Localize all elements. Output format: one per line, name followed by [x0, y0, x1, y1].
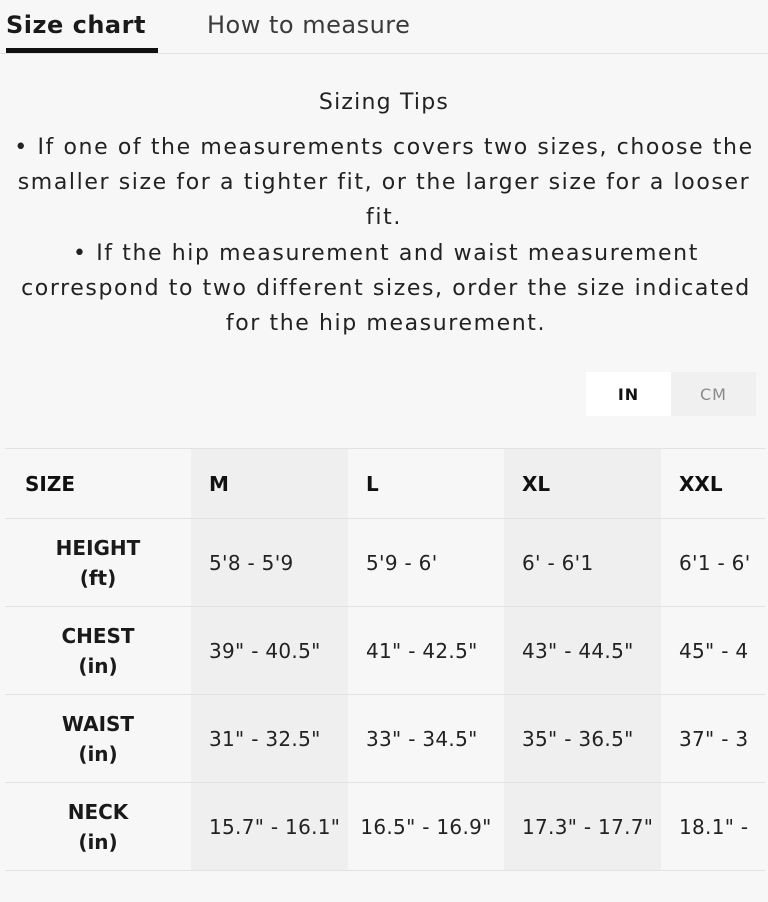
row-label-name: CHEST — [61, 623, 135, 648]
table-cell: 16.5" - 16.9" — [348, 783, 504, 871]
table-cell: 5'8 - 5'9 — [191, 519, 348, 607]
row-label-name: NECK — [67, 799, 129, 824]
header-l: L — [348, 449, 504, 519]
row-label — [5, 607, 191, 695]
table-cell: 6'1 - 6' — [661, 519, 765, 607]
header-size: SIZE — [5, 449, 191, 519]
row-label — [5, 695, 191, 783]
header-xl: XL — [504, 449, 661, 519]
sizing-tip-1: • If one of the measurements covers two sizes, choose the smaller size for a tighter fit, or the larger size for a looser fit. — [14, 135, 754, 230]
unit-toggle — [586, 372, 756, 416]
tab-bar — [0, 0, 768, 54]
table-cell: 5'9 - 6' — [348, 519, 504, 607]
table-row-waist — [5, 695, 765, 783]
row-label-name: HEIGHT — [55, 535, 141, 560]
unit-cm-button[interactable]: CM — [671, 372, 756, 416]
table-cell: 43" - 44.5" — [504, 607, 661, 695]
table-row-neck — [5, 783, 765, 871]
table-cell: 45" - 4 — [661, 607, 765, 695]
sizing-tip-2: • If the hip measurement and waist measurement correspond to two different sizes, order the size indicated for the hip measurement. — [21, 241, 751, 336]
table-cell: 31" - 32.5" — [191, 695, 348, 783]
table-cell: 37" - 3 — [661, 695, 765, 783]
table-cell: 33" - 34.5" — [348, 695, 504, 783]
table-cell: 35" - 36.5" — [504, 695, 661, 783]
row-label-unit: (in) — [78, 741, 118, 766]
unit-in-button[interactable]: IN — [586, 372, 671, 416]
sizing-tips-title: Sizing Tips — [318, 90, 450, 115]
table-cell: 18.1" - — [661, 783, 765, 871]
row-label-unit: (ft) — [79, 565, 117, 590]
active-tab-indicator — [6, 48, 158, 53]
row-label-unit: (in) — [78, 829, 118, 854]
size-chart-table — [5, 448, 765, 871]
row-label-name: WAIST — [61, 711, 135, 736]
table-cell: 41" - 42.5" — [348, 607, 504, 695]
tab-size-chart[interactable]: Size chart — [6, 11, 146, 39]
header-m: M — [191, 449, 348, 519]
table-row-height — [5, 519, 765, 607]
table-row-chest — [5, 607, 765, 695]
table-cell: 15.7" - 16.1" — [191, 783, 348, 871]
table-cell: 17.3" - 17.7" — [504, 783, 661, 871]
table-cell: 6' - 6'1 — [504, 519, 661, 607]
tab-how-to-measure[interactable]: How to measure — [207, 11, 411, 39]
table-header-row — [5, 449, 765, 519]
row-label — [5, 519, 191, 607]
header-xxl: XXL — [661, 449, 765, 519]
table-cell: 39" - 40.5" — [191, 607, 348, 695]
row-label-unit: (in) — [78, 653, 118, 678]
row-label — [5, 783, 191, 871]
